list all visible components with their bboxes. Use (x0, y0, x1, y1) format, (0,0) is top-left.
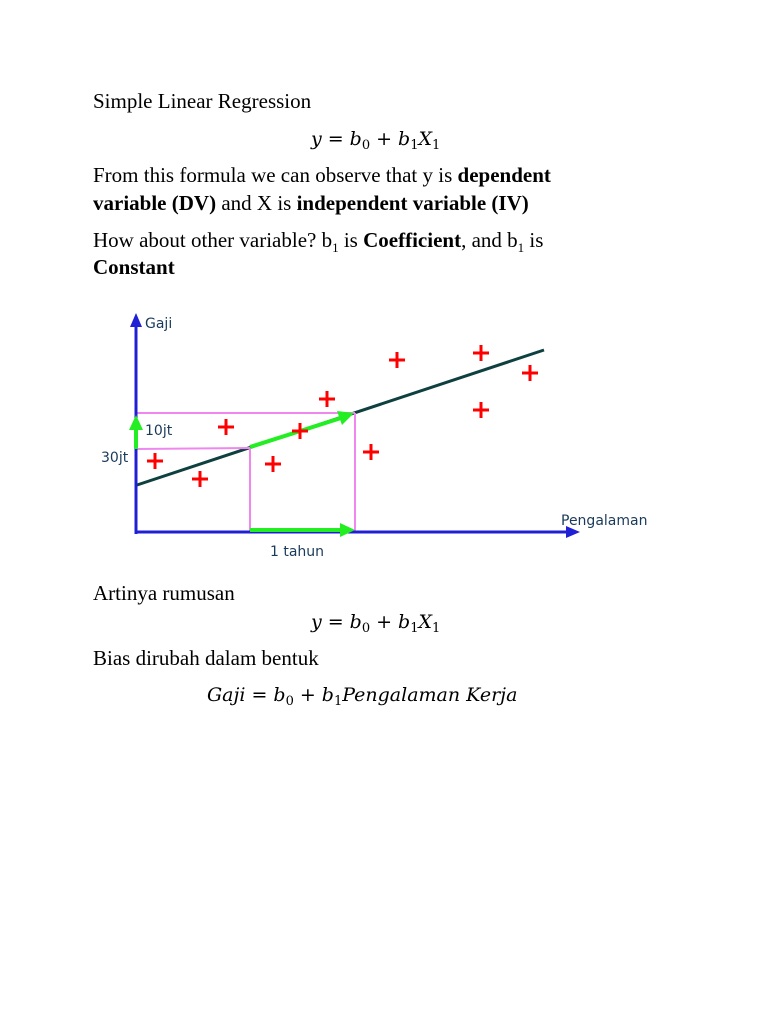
paragraph-4: Bias dirubah dalam bentuk (93, 646, 319, 670)
data-point-plus-icon (363, 444, 379, 460)
formula-3-b1: b (321, 684, 334, 706)
formula-1-x: X (418, 128, 433, 150)
formula-2-x-sub: 1 (432, 621, 441, 636)
formula-2 (311, 609, 440, 642)
formula-2-lhs: y (311, 611, 322, 633)
para1-bold-iv: independent variable (IV) (296, 191, 529, 215)
arrow-horizontal-head-icon (340, 523, 355, 537)
formula-2-b1-sub: 1 (410, 621, 419, 636)
para2-bold-constant: Constant (93, 255, 175, 279)
data-point-plus-icon (147, 453, 163, 469)
formula-1-b0-sub: 0 (361, 138, 371, 153)
formula-2-b0-sub: 0 (361, 621, 371, 636)
data-point-plus-icon (319, 391, 335, 407)
data-point-plus-icon (192, 471, 208, 487)
formula-1-b1-sub: 1 (410, 138, 419, 153)
data-point-plus-icon (265, 456, 281, 472)
para2-text-1: How about other variable? b (93, 228, 333, 252)
data-point-plus-icon (292, 423, 308, 439)
formula-1-b0: b (349, 128, 362, 150)
formula-1-lhs: y (311, 128, 322, 150)
label-1-tahun: 1 tahun (270, 544, 325, 560)
formula-2-b1: b (398, 611, 411, 633)
heading: Simple Linear Regression (93, 89, 312, 113)
data-point-plus-icon (473, 345, 489, 361)
arrow-slope-head-icon (337, 411, 354, 425)
formula-3-plus: + (299, 684, 316, 706)
formula-3-eq: = (251, 684, 268, 706)
para1-bold-dependent: dependent (457, 163, 551, 187)
formula-1-plus: + (376, 128, 393, 150)
label-30jt: 30jt (101, 450, 129, 466)
guide-horizontal-lower (137, 448, 250, 449)
x-axis-label: Pengalaman (561, 513, 648, 529)
para2-bold-coefficient: Coefficient (363, 228, 462, 252)
formula-2-b0: b (349, 611, 362, 633)
formula-3-b1-sub: 1 (333, 694, 343, 709)
y-axis-label: Gaji (145, 316, 173, 332)
formula-3-rhs: Pengalaman Kerja (342, 684, 518, 706)
para2-text-2: is (338, 228, 364, 252)
formula-2-eq: = (327, 611, 344, 633)
formula-1-eq: = (327, 128, 344, 150)
data-point-plus-icon (473, 402, 489, 418)
formula-3-b0-sub: 0 (285, 694, 294, 709)
para2-text-4: is (524, 228, 544, 252)
formula-1-x-sub: 1 (432, 138, 441, 153)
para1-bold-variable: variable (93, 191, 167, 215)
formula-3 (207, 682, 517, 715)
para2-sub-1: 1 (332, 240, 339, 256)
para2-text-3: , and b (461, 228, 518, 252)
arrow-vertical-head-icon (129, 415, 143, 430)
formula-2-x: X (418, 611, 433, 633)
data-point-plus-icon (389, 352, 405, 368)
paragraph-3: Artinya rumusan (93, 581, 235, 605)
para1-text-2: and X is (216, 191, 297, 215)
formula-3-lhs: Gaji (207, 684, 246, 706)
para1-bold-dv: (DV) (171, 191, 217, 215)
para1-text-1: From this formula we can observe that y is (93, 163, 458, 187)
formula-1-b1: b (398, 128, 411, 150)
data-point-plus-icon (218, 419, 234, 435)
formula-2-plus: + (376, 611, 393, 633)
formula-3-b0: b (273, 684, 286, 706)
para2-sub-2: 1 (517, 240, 525, 256)
y-axis-arrow-icon (130, 313, 142, 327)
label-10jt: 10jt (145, 423, 173, 439)
data-point-plus-icon (522, 365, 538, 381)
